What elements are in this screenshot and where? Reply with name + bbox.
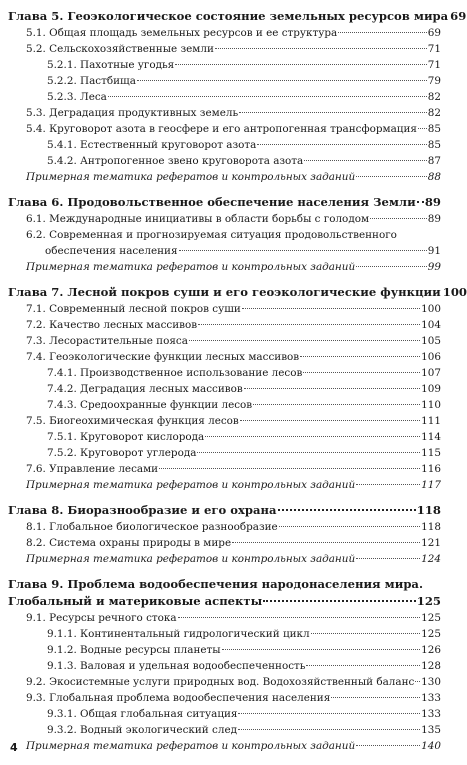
toc-entry bbox=[0, 535, 453, 551]
dot-leader bbox=[417, 201, 424, 203]
entry-text: 7.5. Биогеохимическая функция лесов bbox=[26, 415, 239, 427]
toc-entry bbox=[0, 690, 453, 706]
entry-text: 9.1. Ресурсы речного стока bbox=[26, 612, 177, 624]
entry-text: 9.1.1. Континентальный гидрологический цикл bbox=[47, 628, 310, 640]
toc-entry bbox=[0, 706, 453, 722]
entry-page: 125 bbox=[421, 612, 441, 624]
dot-leader bbox=[179, 250, 427, 251]
entry-page: 100 bbox=[421, 303, 441, 315]
dot-leader bbox=[356, 745, 420, 746]
dot-leader bbox=[197, 452, 420, 453]
entry-page: 125 bbox=[421, 628, 441, 640]
entry-page: 71 bbox=[427, 59, 441, 71]
toc-entry bbox=[0, 317, 453, 333]
chapter-page: 89 bbox=[424, 195, 441, 209]
toc-entry bbox=[0, 610, 453, 626]
entry-text: 9.3.1. Общая глобальная ситуация bbox=[47, 708, 238, 720]
chapter-page: 100 bbox=[442, 285, 467, 299]
entry-text: Примерная тематика рефератов и контрольных заданий bbox=[26, 171, 356, 183]
chapter-heading bbox=[0, 284, 467, 301]
dot-leader bbox=[311, 633, 421, 634]
chapter-page: 125 bbox=[416, 594, 441, 608]
entry-page: 133 bbox=[421, 708, 441, 720]
entry-text: 5.2.2. Пастбища bbox=[47, 75, 136, 87]
dot-leader bbox=[175, 64, 427, 65]
entry-page: 105 bbox=[421, 335, 441, 347]
dot-leader bbox=[356, 176, 427, 177]
chapter-title: Глава 9. Проблема водообеспечения народонаселения мира. bbox=[8, 577, 423, 591]
entry-text: 9.3. Глобальная проблема водообеспечения населения bbox=[26, 692, 331, 704]
entry-text: 7.3. Лесорастительные пояса bbox=[26, 335, 188, 347]
table-of-contents bbox=[0, 8, 467, 763]
chapter-title: Глава 6. Продовольственное обеспечение населения Земли bbox=[8, 195, 416, 209]
entry-text: 5.3. Деградация продуктивных земель bbox=[26, 107, 239, 119]
dot-leader bbox=[244, 388, 420, 389]
dot-leader bbox=[108, 96, 427, 97]
chapter-heading bbox=[0, 593, 453, 610]
dot-leader bbox=[303, 372, 420, 373]
toc-entry bbox=[0, 301, 453, 317]
entry-page: 111 bbox=[421, 415, 441, 427]
entry-page: 121 bbox=[421, 537, 441, 549]
entry-page: 99 bbox=[427, 261, 441, 273]
entry-text: 8.1. Глобальное биологическое разнообразие bbox=[26, 521, 278, 533]
chapter-title: Глава 8. Биоразнообразие и его охрана bbox=[8, 503, 277, 517]
entry-page: 79 bbox=[427, 75, 441, 87]
entry-text: 7.1. Современный лесной покров суши bbox=[26, 303, 241, 315]
dot-leader bbox=[331, 697, 420, 698]
dot-leader bbox=[304, 160, 427, 161]
toc-entry bbox=[0, 397, 453, 413]
entry-text: 5.2. Сельскохозяйственные земли bbox=[26, 43, 214, 55]
entry-page: 109 bbox=[421, 383, 441, 395]
toc-entry bbox=[0, 658, 453, 674]
entry-text: Примерная тематика рефератов и контрольных заданий bbox=[26, 553, 356, 565]
entry-text: Примерная тематика рефератов и контрольных заданий bbox=[26, 261, 356, 273]
toc-entry bbox=[0, 365, 453, 381]
toc-entry bbox=[0, 137, 453, 153]
entry-page: 85 bbox=[427, 123, 441, 135]
chapter-block bbox=[0, 502, 453, 567]
entry-text: 5.4. Круговорот азота в геосфере и его антропогенная трансформация bbox=[26, 123, 417, 135]
dot-leader bbox=[278, 509, 416, 511]
entry-page: 104 bbox=[421, 319, 441, 331]
dot-leader bbox=[238, 729, 420, 730]
entry-text: 8.2. Система охраны природы в мире bbox=[26, 537, 232, 549]
toc-entry bbox=[0, 227, 453, 259]
entry-page: 88 bbox=[427, 171, 441, 183]
entry-text: 7.4.2. Деградация лесных массивов bbox=[47, 383, 243, 395]
entry-page: 130 bbox=[421, 676, 441, 688]
entry-text-continued: обеспечения населения bbox=[45, 245, 178, 257]
entry-page: 110 bbox=[421, 399, 441, 411]
toc-entry bbox=[0, 349, 453, 365]
dot-leader bbox=[205, 436, 420, 437]
chapter-title: Глава 7. Лесной покров суши и его геоэкологические функции bbox=[8, 285, 441, 299]
entry-page: 107 bbox=[421, 367, 441, 379]
assignments-entry bbox=[0, 551, 453, 567]
toc-entry bbox=[0, 89, 453, 105]
entry-page: 116 bbox=[421, 463, 441, 475]
dot-leader bbox=[418, 128, 427, 129]
entry-page: 91 bbox=[427, 245, 441, 257]
entry-text: 7.4.3. Средоохранные функции лесов bbox=[47, 399, 253, 411]
dot-leader bbox=[263, 600, 416, 602]
chapter-title-continued: Глобальный и материковые аспекты bbox=[8, 594, 263, 608]
entry-text: 9.1.3. Валовая и удельная водообеспеченность bbox=[47, 660, 306, 672]
entry-page: 114 bbox=[421, 431, 441, 443]
toc-entry bbox=[0, 381, 453, 397]
dot-leader bbox=[370, 218, 427, 219]
chapter-heading bbox=[0, 8, 467, 25]
dot-leader bbox=[137, 80, 427, 81]
dot-leader bbox=[239, 112, 427, 113]
toc-entry bbox=[0, 626, 453, 642]
dot-leader bbox=[240, 420, 420, 421]
assignments-entry bbox=[0, 738, 453, 754]
entry-page: 117 bbox=[421, 479, 441, 491]
toc-entry bbox=[0, 25, 453, 41]
dot-leader bbox=[356, 484, 420, 485]
chapter-title: Глава 5. Геоэкологическое состояние земельных ресурсов мира bbox=[8, 9, 449, 23]
entry-text: 9.3.2. Водный экологический след bbox=[47, 724, 238, 736]
chapter-block bbox=[0, 194, 453, 275]
entry-text: 5.4.1. Естественный круговорот азота bbox=[47, 139, 257, 151]
toc-entry bbox=[0, 73, 453, 89]
entry-page: 128 bbox=[421, 660, 441, 672]
entry-text: 7.4.1. Производственное использование лесов bbox=[47, 367, 303, 379]
entry-text: 6.1. Международные инициативы в области борьбы с голодом bbox=[26, 213, 370, 225]
dot-leader bbox=[300, 356, 420, 357]
entry-text: 7.4. Геоэкологические функции лесных массивов bbox=[26, 351, 300, 363]
dot-leader bbox=[338, 32, 427, 33]
entry-text: Примерная тематика рефератов и контрольных заданий bbox=[26, 479, 356, 491]
toc-entry bbox=[0, 461, 453, 477]
entry-page: 71 bbox=[427, 43, 441, 55]
chapter-block bbox=[0, 576, 453, 754]
dot-leader bbox=[178, 617, 421, 618]
toc-entry bbox=[0, 519, 453, 535]
entry-text: 9.1.2. Водные ресурсы планеты bbox=[47, 644, 221, 656]
entry-page: 124 bbox=[421, 553, 441, 565]
entry-page: 89 bbox=[427, 213, 441, 225]
dot-leader bbox=[356, 558, 420, 559]
entry-page: 115 bbox=[421, 447, 441, 459]
toc-entry bbox=[0, 722, 453, 738]
entry-page: 87 bbox=[427, 155, 441, 167]
dot-leader bbox=[415, 681, 420, 682]
entry-continuation bbox=[26, 243, 441, 259]
toc-entry bbox=[0, 642, 453, 658]
assignments-entry bbox=[0, 477, 453, 493]
toc-entry bbox=[0, 211, 453, 227]
chapter-page: 69 bbox=[450, 9, 467, 23]
assignments-entry bbox=[0, 169, 453, 185]
entry-text: 7.2. Качество лесных массивов bbox=[26, 319, 198, 331]
toc-entry bbox=[0, 445, 453, 461]
toc-entry bbox=[0, 121, 453, 137]
dot-leader bbox=[222, 649, 421, 650]
chapter-page: 118 bbox=[416, 503, 441, 517]
dot-leader bbox=[232, 542, 420, 543]
entry-page: 118 bbox=[421, 521, 441, 533]
dot-leader bbox=[253, 404, 420, 405]
toc-entry bbox=[0, 429, 453, 445]
toc-entry bbox=[0, 41, 453, 57]
entry-text: 7.5.2. Круговорот углерода bbox=[47, 447, 197, 459]
assignments-entry bbox=[0, 259, 453, 275]
entry-text: 7.5.1. Круговорот кислорода bbox=[47, 431, 205, 443]
dot-leader bbox=[257, 144, 426, 145]
entry-text: 9.2. Экосистемные услуги природных вод. Водохозяйственный баланс bbox=[26, 676, 415, 688]
entry-text: Примерная тематика рефератов и контрольных заданий bbox=[26, 740, 356, 752]
entry-text: 5.2.1. Пахотные угодья bbox=[47, 59, 175, 71]
dot-leader bbox=[159, 468, 420, 469]
dot-leader bbox=[238, 713, 420, 714]
entry-page: 85 bbox=[427, 139, 441, 151]
entry-page: 126 bbox=[421, 644, 441, 656]
toc-entry bbox=[0, 674, 453, 690]
toc-entry bbox=[0, 413, 453, 429]
dot-leader bbox=[356, 266, 427, 267]
entry-page: 69 bbox=[427, 27, 441, 39]
dot-leader bbox=[279, 526, 420, 527]
entry-text: 5.4.2. Антропогенное звено круговорота азота bbox=[47, 155, 304, 167]
dot-leader bbox=[198, 324, 420, 325]
dot-leader bbox=[306, 665, 420, 666]
entry-text: 6.2. Современная и прогнозируемая ситуация продовольственного bbox=[26, 229, 397, 241]
entry-page: 133 bbox=[421, 692, 441, 704]
chapter-block bbox=[0, 8, 467, 185]
entry-text: 7.6. Управление лесами bbox=[26, 463, 159, 475]
toc-entry bbox=[0, 105, 453, 121]
dot-leader bbox=[242, 308, 420, 309]
chapter-block bbox=[0, 284, 467, 493]
entry-page: 140 bbox=[421, 740, 441, 752]
entry-page: 106 bbox=[421, 351, 441, 363]
toc-entry bbox=[0, 57, 453, 73]
entry-page: 82 bbox=[427, 91, 441, 103]
entry-page: 135 bbox=[421, 724, 441, 736]
chapter-heading bbox=[0, 194, 453, 211]
entry-text: 5.1. Общая площадь земельных ресурсов и ее структура bbox=[26, 27, 338, 39]
toc-entry bbox=[0, 333, 453, 349]
dot-leader bbox=[189, 340, 420, 341]
chapter-heading bbox=[0, 502, 453, 519]
page-number: 4 bbox=[10, 741, 18, 754]
entry-page: 82 bbox=[427, 107, 441, 119]
toc-entry bbox=[0, 153, 453, 169]
entry-text: 5.2.3. Леса bbox=[47, 91, 107, 103]
dot-leader bbox=[215, 48, 427, 49]
